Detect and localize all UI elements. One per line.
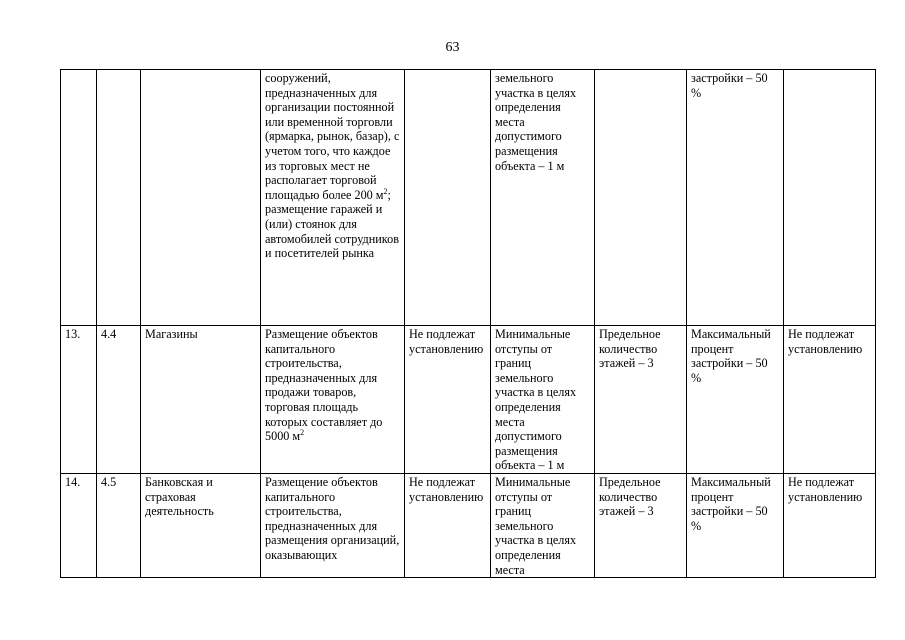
- use-code-cell: 4.5: [97, 473, 141, 577]
- table-row: [61, 326, 876, 474]
- use-description-cell: [261, 326, 405, 474]
- use-description-cell: [261, 70, 405, 326]
- min-area-cell: Не подлежат установлению: [405, 473, 491, 577]
- setbacks-cell: Минимальные отступы от границ земельного участка в целях определения места допустимого размещения объекта – 1 м: [491, 326, 595, 474]
- use-name-cell: Магазины: [141, 326, 261, 474]
- description-text: сооружений, предназначенных для организации постоянной или временной торговли (ярмарка, рынок, базар), с учетом того, что каждое из торговых мест не располагает торговой площадью более 200 м: [265, 71, 400, 202]
- floors-cell: [595, 70, 687, 326]
- superscript: 2: [300, 428, 305, 438]
- page-number: 63: [445, 40, 460, 55]
- coverage-cell: Максимальный процент застройки – 50 %: [687, 326, 784, 474]
- use-description-cell: [261, 473, 405, 577]
- coverage-cell: застройки – 50 %: [687, 70, 784, 326]
- floors-cell: Предельное количество этажей – 3: [595, 326, 687, 474]
- use-code-cell: [97, 70, 141, 326]
- row-number-cell: [61, 70, 97, 326]
- row-number-cell: 14.: [61, 473, 97, 577]
- setbacks-cell: Минимальные отступы от границ земельного участка в целях определения места: [491, 473, 595, 577]
- description-text-continued: ; размещение гаражей и (или) стоянок для автомобилей сотрудников и посетителей рынка: [265, 187, 399, 261]
- table-row: [61, 473, 876, 577]
- zoning-regulations-table: [60, 69, 876, 578]
- floors-cell: Предельное количество этажей – 3: [595, 473, 687, 577]
- use-name-cell: [141, 70, 261, 326]
- description-text: Размещение объектов капитального строительства, предназначенных для продажи товаров, торговая площадь которых составляет до 5000 м: [265, 327, 383, 444]
- table-row: [61, 70, 876, 326]
- use-code-cell: 4.4: [97, 326, 141, 474]
- description-text: Размещение объектов капитального строительства, предназначенных для размещения организаций, оказывающих: [265, 474, 400, 562]
- row-number-cell: 13.: [61, 326, 97, 474]
- superscript: 2: [383, 186, 388, 196]
- min-area-cell: [405, 70, 491, 326]
- setbacks-cell: земельного участка в целях определения места допустимого размещения объекта – 1 м: [491, 70, 595, 326]
- other-params-cell: Не подлежат установлению: [784, 473, 876, 577]
- other-params-cell: Не подлежат установлению: [784, 326, 876, 474]
- min-area-cell: Не подлежат установлению: [405, 326, 491, 474]
- use-name-cell: Банковская и страховая деятельность: [141, 473, 261, 577]
- coverage-cell: Максимальный процент застройки – 50 %: [687, 473, 784, 577]
- other-params-cell: [784, 70, 876, 326]
